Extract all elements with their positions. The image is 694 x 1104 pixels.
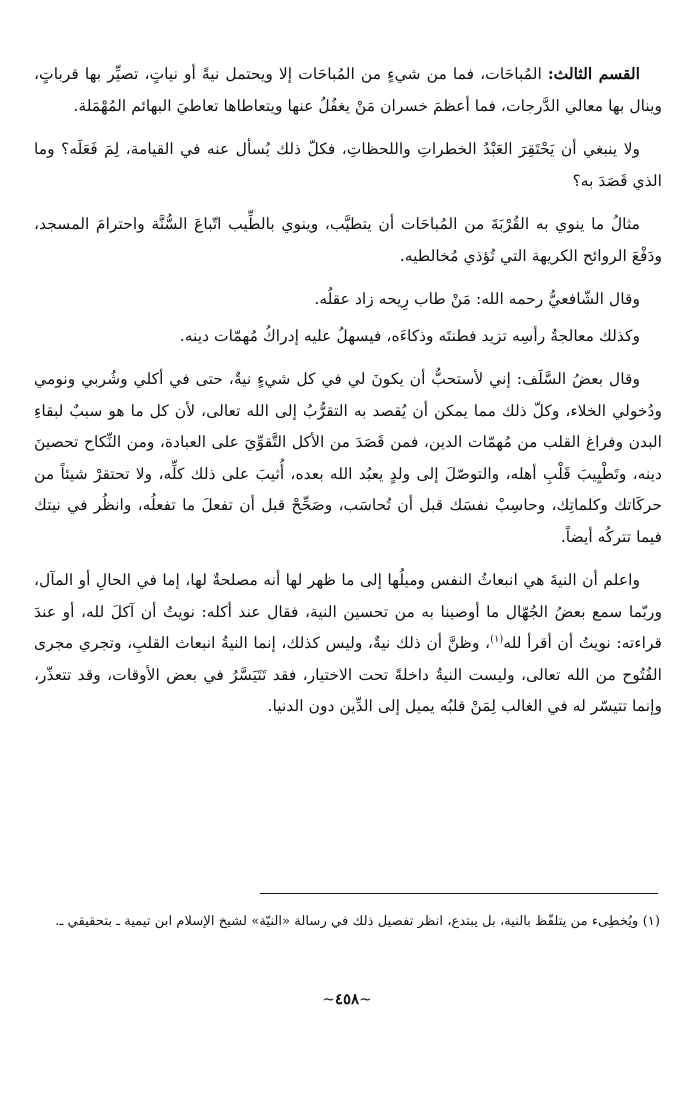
paragraph-thoughts: ولا ينبغي أن يَحْتَقِرَ العَبْدُ الخطراتِ واللحظاتِ، فكلّ ذلك يُسأل عنه في القيامة، لِمَ فَعَلَه؟ وما الذي قَصَدَ به؟: [34, 140, 662, 190]
paragraph-intention-definition: [34, 565, 662, 723]
paragraph-text-part: ، وظنَّ أن ذلك نيةٌ، وليس كذلك، إنما النيةُ انبعاث القلبِ، وتجري مجرى الفُتُوح من الله تعالى، وليست النيةُ داخلةً تحت الاختيار، فقد تَتَيَسَّرُ في بعض الأوقات، وقد تتعذّر، وإنما تتيسّر له في الغالب لِمَنْ قلبُه يميل إلى الدِّين دون الدنيا.: [34, 634, 662, 715]
page-number-ornament-right: ~: [359, 990, 372, 1008]
paragraph-head-care: وكذلك معالجةُ رأسِه تزيد فطنتَه وذكاءَه، فيسهلُ عليه إدراكُ مُهمّات دينه.: [179, 326, 640, 345]
footnote: (١) ويُخطِىء من يتلفّظ بالنية، بل يبتدع، انظر تفصيل ذلك في رسالة «النيّة» لشيخ الإسلام ابن تيمية ـ بتحقيقي ـ.: [55, 914, 660, 929]
paragraph-salaf-quote: وقال بعضُ السَّلَف: إني لأستحبُّ أن يكونَ لي في كل شيءٍ نيةٌ، حتى في أكلي وشُربي ونومي ودُخولي الخلاء، وكلّ ذلك مما يمكن أن يُقصد به التقرُّبُ إلى الله تعالى، لأن كل ما هو سببٌ لبقاءِ البدن وفراغ القلب من مُهمّات الدين، فمن قَصَدَ من الأكل التَّقوِّيَ على العبادة، ومن النِّكاح تحصينَ دينه، وتَطْيِيبَ قَلْبِ أهله، والتوصّلَ إلى ولدٍ يعبُد الله بعده، أُثيبَ على ذلك كلِّه، ولا تحتقرْ شيئاً من حركَاتك وكلماتِك، وحاسِبْ نفسَك قبل أن تُحاسَب، وصَحِّحْ قبل أن تفعلَ ما تفعلُه، وانظُر في نيتك فيما تتركُه أيضاً.: [34, 370, 662, 546]
page-number-value: ٤٥٨: [334, 990, 360, 1008]
page-number: [297, 990, 397, 1008]
paragraph-text-part: واعلم أن النيةَ هي انبعاثُ النفس وميلُها إلى ما ظهر لها أنه مصلحةٌ لها، إما في الحالِ أو المآل، وربّما سمع بعضُ الجُهّال ما أوصينا به من تحسين النية، فقال عند أكله: نويتُ أن آكلَ لله، أو عندَ قراءته: نويتُ أن أقرأ لله: [34, 571, 662, 652]
paragraph-third-section: [34, 58, 662, 122]
paragraph-text: المُباحَات، فما من شيءٍ من المُباحَات إلا ويحتمل نيةً أو نياتٍ، تصيِّر بها قرباتٍ، وينال بها معالي الدَّرجات، فما أعظمَ خسران مَنْ يغفُلُ عنها ويتعاطاها تعاطيَ البهائم المُهْمَلة.: [34, 65, 662, 115]
page-number-ornament-left: ~: [322, 990, 335, 1008]
paragraph-perfume-example: مثالُ ما ينوي به القُرْبَةَ من المُباحَات أن يتطيَّب، وينوي بالطِّيب اتّباعَ السُّنَّة واحترامَ المسجد، ودَفْعَ الروائح الكريهة التي تُؤذي مُخالطيه.: [34, 215, 662, 265]
paragraph-shafii-quote: وقال الشّافعيُّ رحمه الله: مَنْ طاب رِيحه زاد عقلُه.: [314, 290, 640, 308]
section-heading: القسم الثالث:: [547, 64, 640, 83]
footnote-reference: (١): [490, 633, 504, 645]
footnote-separator: [260, 893, 658, 894]
main-text: [34, 58, 662, 735]
